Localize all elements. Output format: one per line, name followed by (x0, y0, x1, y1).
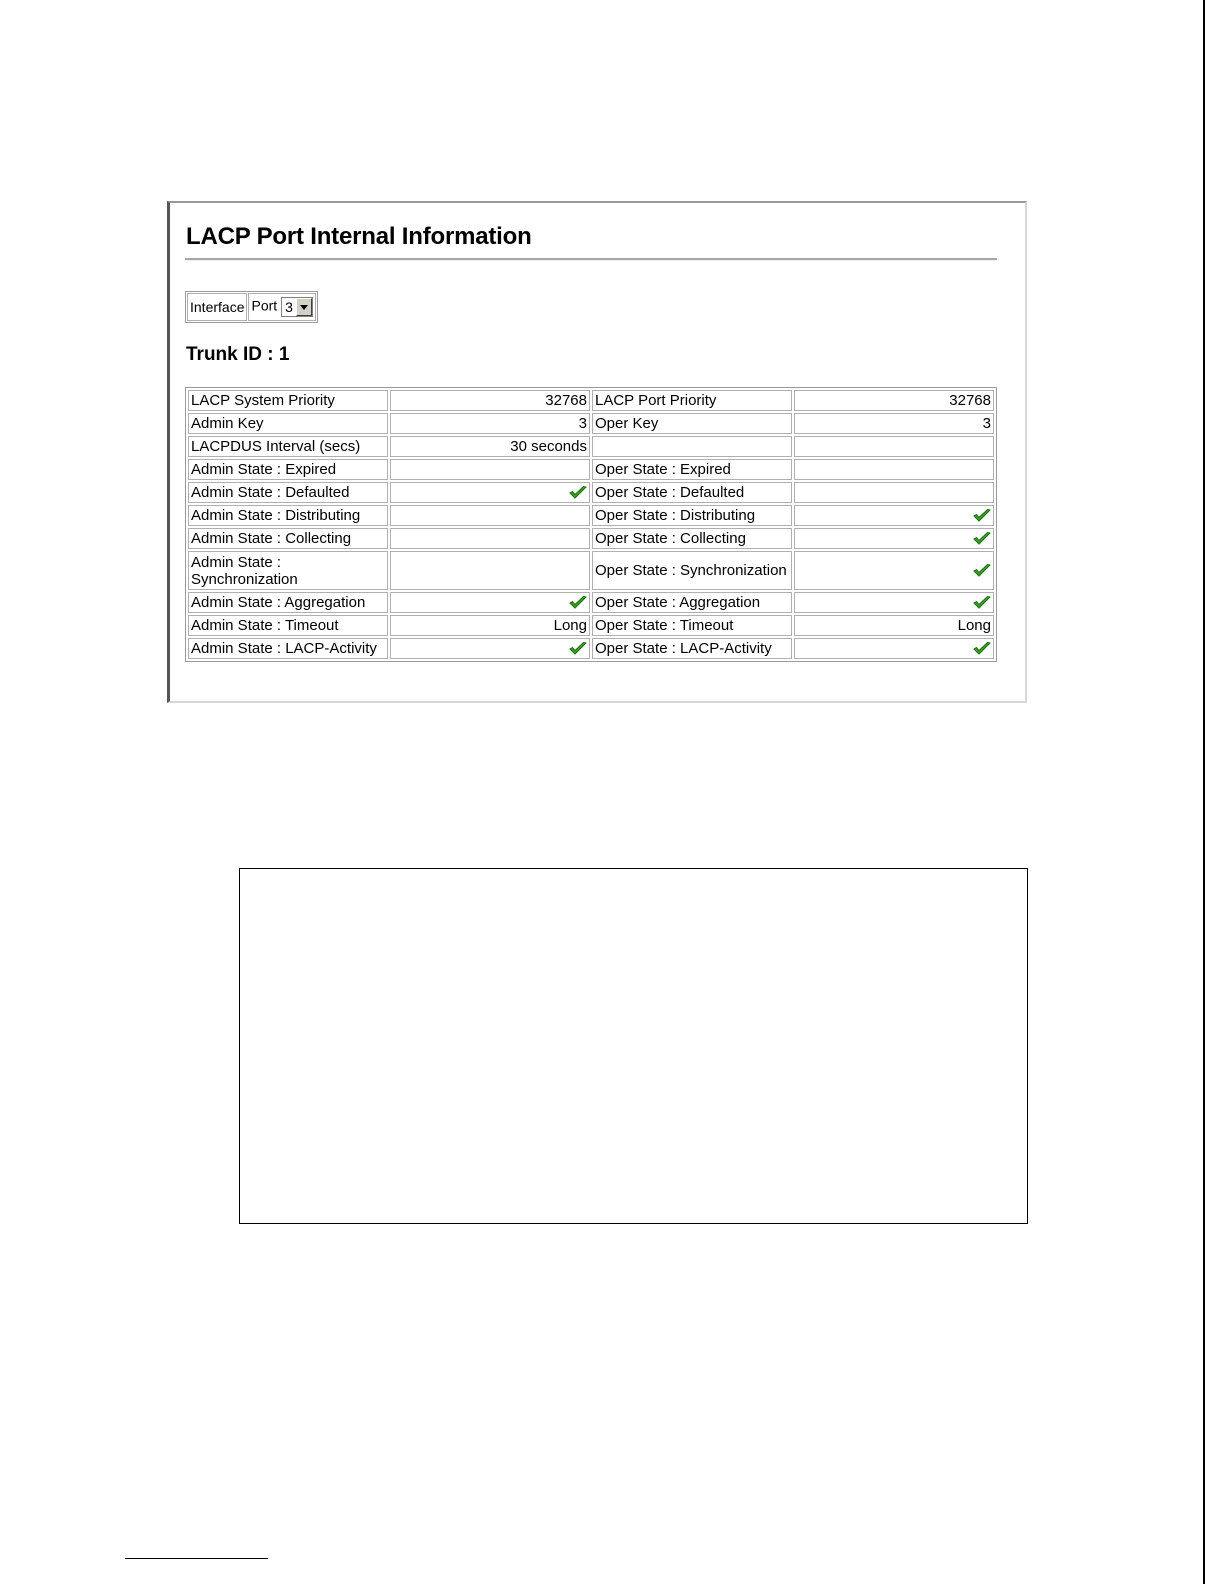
footnote-rule (125, 1558, 268, 1559)
table-row (188, 436, 994, 457)
row-label-oper-text: Oper State : LACP-Activity (595, 640, 772, 657)
title-divider (185, 258, 997, 261)
checkmark-icon (973, 642, 991, 656)
table-row (188, 413, 994, 434)
row-label-oper (592, 413, 792, 434)
trunk-id: Trunk ID : 1 (186, 344, 290, 365)
checkmark-icon (973, 509, 991, 523)
row-value-oper (794, 638, 994, 659)
row-value-oper (794, 413, 994, 434)
row-label-oper (592, 615, 792, 636)
checkmark-icon (569, 596, 587, 610)
row-label-admin-text: Admin Key (191, 415, 264, 432)
row-value-oper (794, 482, 994, 503)
row-label-admin (188, 592, 388, 613)
row-label-oper (592, 638, 792, 659)
row-label-oper-text: Oper State : Defaulted (595, 484, 745, 501)
row-value-admin (390, 592, 590, 613)
row-label-oper (592, 592, 792, 613)
row-label-oper (592, 459, 792, 480)
row-value-oper-text: 32768 (949, 392, 991, 409)
row-value-admin-text: Long (553, 617, 587, 634)
row-value-admin-text: 32768 (545, 392, 587, 409)
row-label-admin (188, 459, 388, 480)
row-label-admin (188, 638, 388, 659)
table-row (188, 638, 994, 659)
row-value-admin (390, 413, 590, 434)
row-value-admin (390, 638, 590, 659)
row-value-admin-text: 30 seconds (510, 438, 587, 455)
row-label-oper-text: Oper State : Collecting (595, 530, 746, 547)
row-value-admin (390, 390, 590, 411)
row-label-admin-text: Admin State : LACP-Activity (191, 640, 377, 657)
row-label-admin (188, 482, 388, 503)
row-value-admin (390, 528, 590, 549)
row-label-oper (592, 505, 792, 526)
row-label-oper (592, 436, 792, 457)
row-value-oper (794, 551, 994, 590)
checkmark-icon (973, 532, 991, 546)
row-value-oper (794, 528, 994, 549)
row-label-oper-text: LACP Port Priority (595, 392, 717, 409)
port-select-value: 3 (285, 299, 293, 315)
row-label-admin (188, 390, 388, 411)
row-label-admin-text: Admin State : Distributing (191, 507, 361, 524)
row-label-admin-text: Admin State : Timeout (191, 617, 339, 634)
row-label-oper (592, 390, 792, 411)
table-row (188, 592, 994, 613)
row-label-oper (592, 482, 792, 503)
dropdown-arrow-icon[interactable] (296, 298, 312, 316)
table-row (188, 390, 994, 411)
lacp-info-table (185, 387, 997, 662)
row-label-oper-text: Oper State : Synchronization (595, 562, 787, 579)
row-label-admin-text: Admin State : Collecting (191, 530, 352, 547)
table-row (188, 459, 994, 480)
row-value-oper (794, 505, 994, 526)
row-label-admin (188, 436, 388, 457)
row-label-admin (188, 528, 388, 549)
row-label-oper-text: Oper State : Timeout (595, 617, 734, 634)
row-label-admin (188, 413, 388, 434)
row-value-admin (390, 459, 590, 480)
row-label-admin-text: Admin State : Expired (191, 461, 337, 478)
checkmark-icon (569, 642, 587, 656)
page-edge-line (1203, 0, 1205, 1584)
checkmark-icon (973, 596, 991, 610)
checkmark-icon (569, 486, 587, 500)
row-value-oper (794, 436, 994, 457)
row-value-oper (794, 615, 994, 636)
row-label-admin (188, 551, 388, 590)
table-row (188, 615, 994, 636)
row-label-admin-text: Admin State : Synchronization (191, 553, 298, 588)
empty-frame (239, 868, 1028, 1224)
page-title: LACP Port Internal Information (186, 223, 532, 250)
row-value-admin (390, 551, 590, 590)
row-value-admin (390, 505, 590, 526)
row-value-admin (390, 615, 590, 636)
table-row (188, 505, 994, 526)
row-label-admin-text: LACPDUS Interval (secs) (191, 438, 361, 455)
row-label-admin (188, 615, 388, 636)
row-label-admin-text: Admin State : Aggregation (191, 594, 366, 611)
row-label-oper-text: Oper Key (595, 415, 659, 432)
row-label-oper-text: Oper State : Expired (595, 461, 731, 478)
row-label-admin (188, 505, 388, 526)
row-label-admin-text: Admin State : Defaulted (191, 484, 350, 501)
row-value-oper (794, 459, 994, 480)
interface-selector (185, 291, 318, 323)
lacp-screenshot-panel (167, 201, 1027, 703)
interface-label: Interface (187, 293, 247, 321)
table-row (188, 482, 994, 503)
table-row (188, 551, 994, 590)
row-label-oper (592, 551, 792, 590)
row-label-admin-text: LACP System Priority (191, 392, 335, 409)
row-value-admin (390, 482, 590, 503)
row-value-admin (390, 436, 590, 457)
row-label-oper (592, 528, 792, 549)
row-value-oper-text: 3 (982, 415, 991, 432)
row-label-oper-text: Oper State : Aggregation (595, 594, 761, 611)
port-cell (248, 293, 315, 321)
row-value-oper-text: Long (957, 617, 991, 634)
row-value-oper (794, 592, 994, 613)
row-value-oper (794, 390, 994, 411)
port-label: Port (251, 297, 278, 314)
port-select[interactable] (281, 297, 313, 317)
row-label-oper-text: Oper State : Distributing (595, 507, 756, 524)
table-row (188, 528, 994, 549)
row-value-admin-text: 3 (578, 415, 587, 432)
checkmark-icon (973, 564, 991, 578)
